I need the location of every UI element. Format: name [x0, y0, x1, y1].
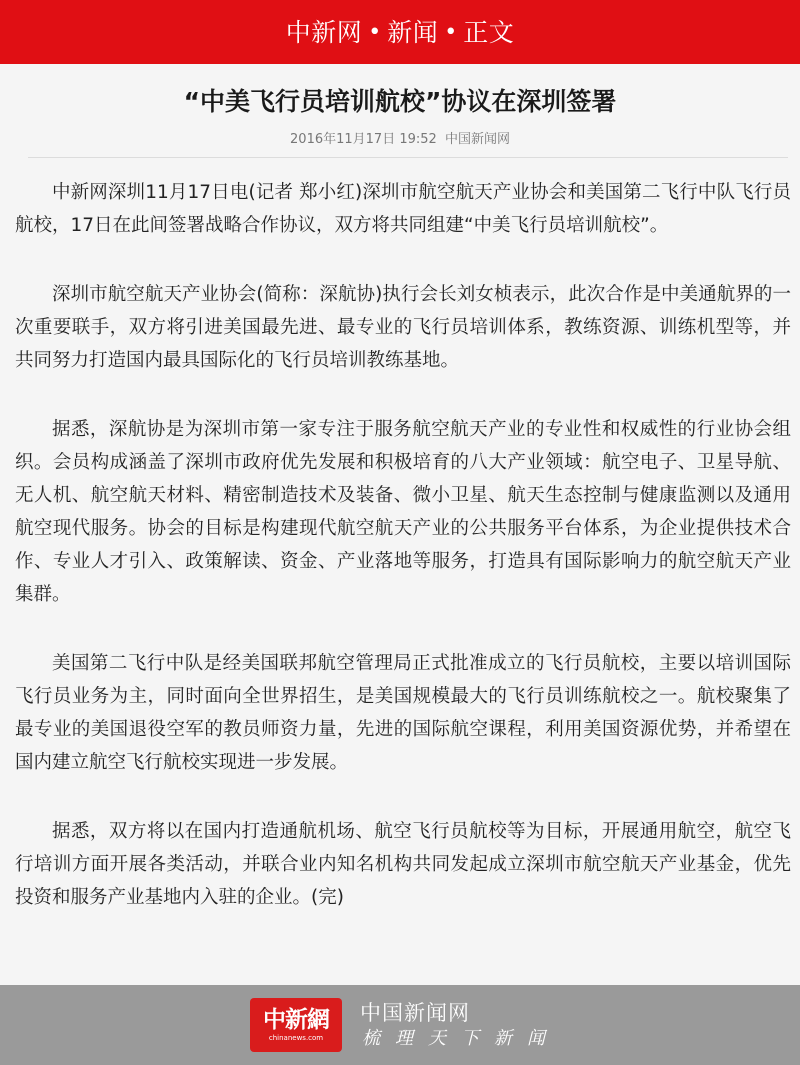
article-paragraph: 深圳市航空航天产业协会(简称：深航协)执行会长刘女桢表示，此次合作是中美通航界的一次重要联手，双方将引进美国最先进、最专业的飞行员培训体系，教练资源、训练机型等，并共同努力打造国内最具国际化的飞行员培训教练基地。	[15, 284, 791, 371]
article-date: 2016年11月17日 19:52	[290, 132, 437, 147]
footer-banner	[0, 985, 800, 1065]
breadcrumb-separator: •	[368, 19, 382, 45]
article-paragraph: 美国第二飞行中队是经美国联邦航空管理局正式批准成立的飞行员航校，主要以培训国际飞行员业务为主，同时面向全世界招生，是美国规模最大的飞行员训练航校之一。航校聚集了最专业的美国退役空军的教员师资力量，先进的国际航空课程，利用美国资源优势，并希望在国内建立航空飞行航校实现进一步发展。	[15, 653, 791, 773]
breadcrumb-separator: •	[444, 19, 458, 45]
article-paragraph: 据悉，双方将以在国内打造通航机场、航空飞行员航校等为目标，开展通用航空，航空飞行培训方面开展各类活动，并联合业内知名机构共同发起成立深圳市航空航天产业基金，优先投资和服务产业基地内入驻的企业。(完)	[15, 821, 791, 908]
article-meta	[0, 128, 800, 147]
article-body	[15, 176, 791, 914]
top-bar	[0, 0, 800, 64]
breadcrumb-page: 正文	[463, 17, 515, 47]
title-divider	[28, 157, 788, 158]
article-paragraph: 中新网深圳11月17日电(记者 郑小红)深圳市航空航天产业协会和美国第二飞行中队飞行员航校，17日在此间签署战略合作协议，双方将共同组建“中美飞行员培训航校”。	[15, 182, 791, 236]
breadcrumb-section[interactable]: 新闻	[387, 17, 439, 47]
article-source: 中国新闻网	[444, 132, 510, 147]
logo-mark: 中新網	[263, 1006, 329, 1033]
article-title: “中美飞行员培训航校”协议在深圳签署	[183, 87, 617, 116]
chinanews-logo-icon[interactable]	[250, 998, 342, 1052]
logo-domain: chinanews.com	[268, 1034, 324, 1042]
footer-slogan: 梳理天下新闻	[362, 1028, 560, 1049]
breadcrumb-site[interactable]: 中新网	[285, 17, 363, 47]
footer-site-name: 中国新闻网	[360, 1001, 470, 1025]
article-paragraph: 据悉，深航协是为深圳市第一家专注于服务航空航天产业的专业性和权威性的行业协会组织。会员构成涵盖了深圳市政府优先发展和积极培育的八大产业领域：航空电子、卫星导航、无人机、航空航天材料、精密制造技术及装备、微小卫星、航天生态控制与健康监测以及通用航空现代服务。协会的目标是构建现代航空航天产业的公共服务平台体系，为企业提供技术合作、专业人才引入、政策解读、资金、产业落地等服务，打造具有国际影响力的航空航天产业集群。	[15, 419, 791, 605]
